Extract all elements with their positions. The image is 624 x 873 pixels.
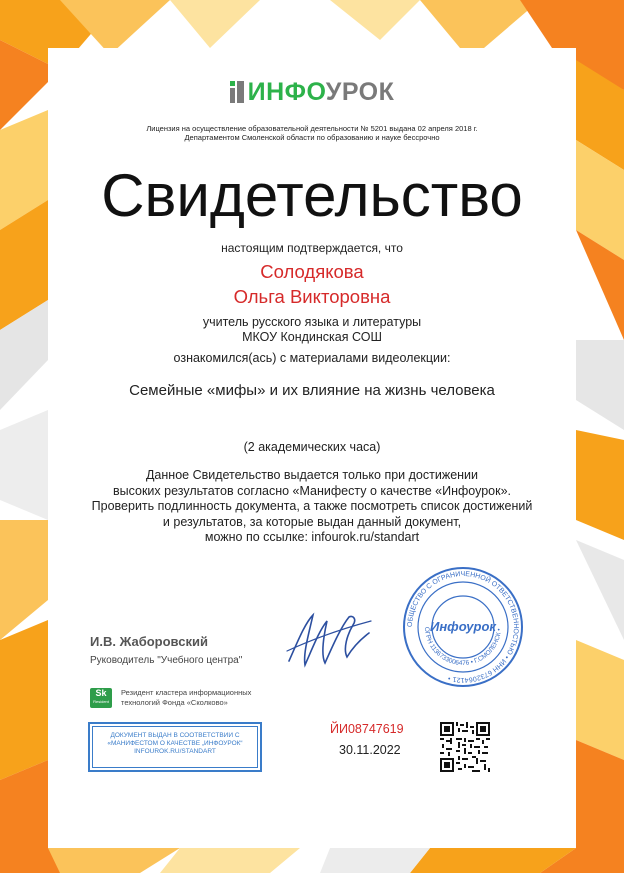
document-id: ЙИ08747619	[330, 722, 404, 736]
seal-center-text: Инфоурок	[429, 619, 497, 634]
notice-line-2: высоких результатов согласно «Манифесту о качестве «Инфоурок».	[113, 483, 511, 498]
course-title: Семейные «мифы» и их влияние на жизнь человека	[129, 382, 495, 399]
logo-mark-icon	[230, 81, 244, 103]
skolkovo-line-2: технологий Фонда «Сколково»	[121, 698, 228, 707]
acknowledgement-text: ознакомился(ась) с материалами видеолекции:	[173, 351, 451, 365]
position-line-1: учитель русского языка и литературы	[202, 315, 422, 329]
document-date: 30.11.2022	[339, 743, 401, 757]
skolkovo-badge-sub: Resident	[93, 699, 109, 704]
signatory-role: Руководитель "Учебного центра"	[90, 655, 243, 666]
verification-notice	[0, 468, 624, 546]
recipient-surname: Солодякова	[260, 261, 364, 282]
skolkovo-badge-label: Sk	[95, 688, 107, 698]
notice-line-3: Проверить подлинность документа, а также посмотреть список достижений	[91, 499, 533, 513]
course-hours: (2 академических часа)	[243, 440, 381, 454]
license-line-2: Департаментом Смоленской области по образованию и науке бессрочно	[184, 133, 440, 142]
manifest-stamp	[92, 726, 258, 768]
license-line-1: Лицензия на осуществление образовательной деятельности № 5201 выдана 02 апреля 2018 г.	[146, 124, 478, 133]
stamp-line-3: INFOUROK.RU/STANDART	[134, 748, 216, 755]
logo-text-part1: ИНФО	[247, 78, 326, 106]
certificate-title: Свидетельство	[101, 162, 523, 229]
seal-outer-text: ОБЩЕСТВО С ОГРАНИЧЕННОЙ ОТВЕТСТВЕННОСТЬЮ • ИНН 6732064121 •	[406, 570, 520, 684]
position-line-2: МКОУ Кондинская СОШ	[242, 330, 382, 344]
notice-line-5: можно по ссылке: infourok.ru/standart	[204, 530, 420, 544]
qr-code[interactable]	[440, 722, 490, 772]
signatory-name: И.В. Жаборовский	[90, 634, 208, 649]
seal-inner-text: ОГРН 1136733006476 • Г.СМОЛЕНСК •	[422, 626, 503, 668]
infourok-logo	[0, 78, 624, 107]
recipient-position	[0, 315, 624, 345]
stamp-line-2: «МАНИФЕСТОМ О КАЧЕСТВЕ „ИНФОУРОК“	[107, 740, 243, 747]
handwritten-signature	[283, 603, 373, 675]
skolkovo-badge	[90, 688, 112, 708]
skolkovo-line-1: Резидент кластера информационных	[121, 688, 252, 697]
skolkovo-resident-text	[121, 688, 251, 708]
recipient-given-names: Ольга Викторовна	[233, 286, 391, 307]
confirm-text: настоящим подтверждается, что	[221, 241, 403, 255]
stamp-line-1: ДОКУМЕНТ ВЫДАН В СООТВЕТСТВИИ С	[110, 732, 240, 739]
manifest-stamp-text	[93, 732, 257, 756]
logo-text-part2: УРОК	[325, 78, 395, 106]
license-info	[0, 124, 624, 142]
recipient-name	[0, 259, 624, 309]
notice-line-4: и результатов, за которые выдан данный документ,	[162, 514, 462, 529]
notice-line-1: Данное Свидетельство выдается только при достижении	[145, 468, 479, 482]
official-seal	[402, 566, 524, 688]
